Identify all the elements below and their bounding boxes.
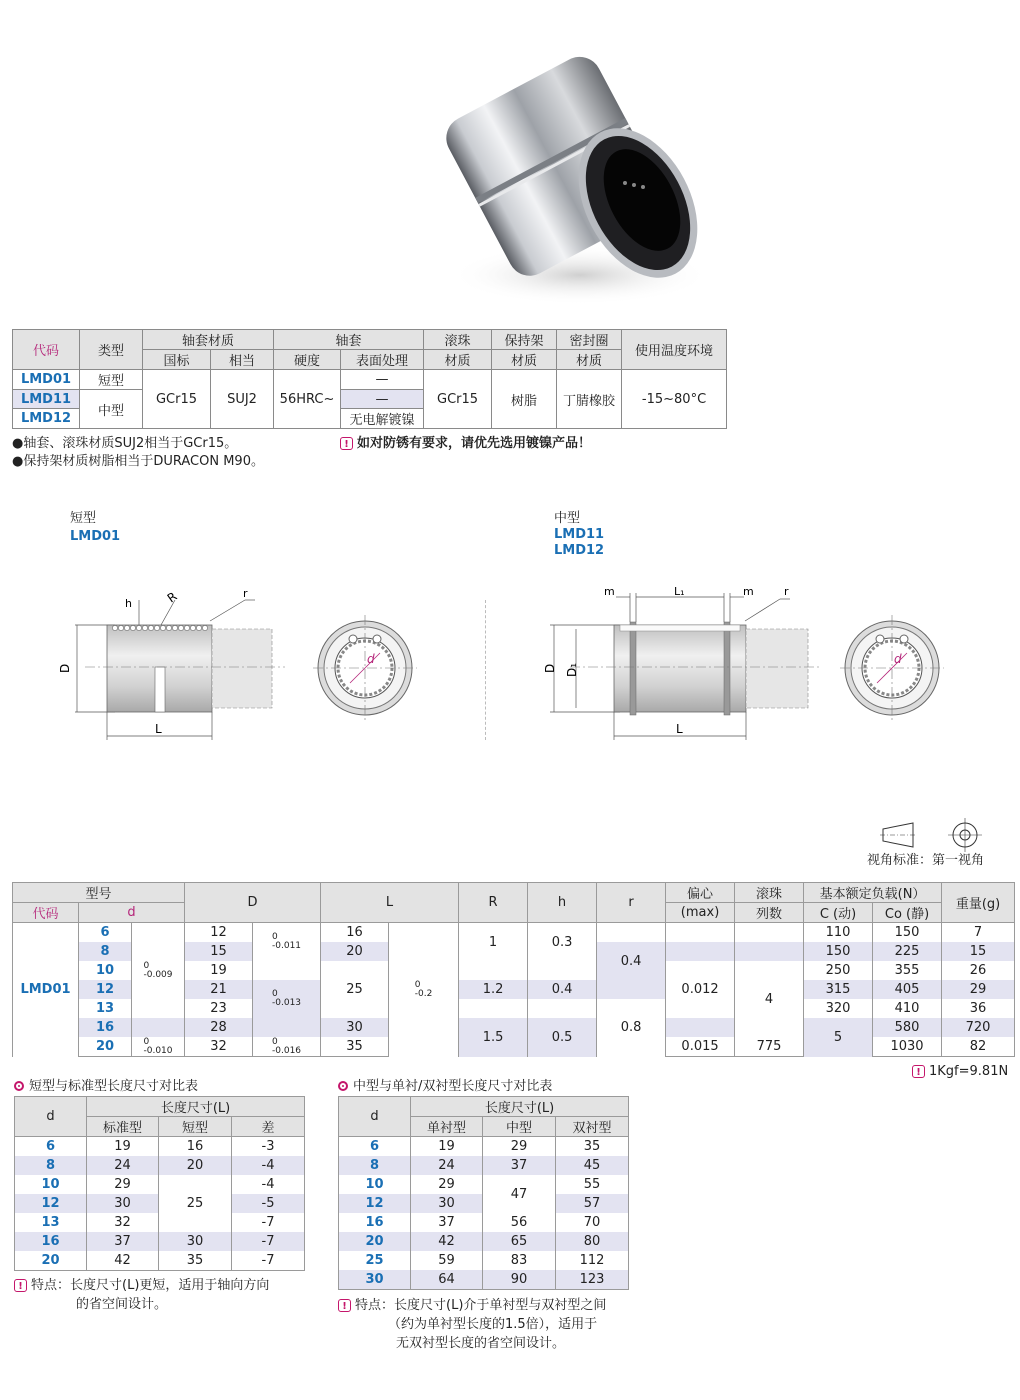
mid-type-drawing: [540, 585, 960, 745]
R-cell: [459, 961, 528, 980]
single-cell: 37: [411, 1213, 483, 1232]
type-cell: 中型: [80, 390, 143, 429]
header-ecc: 偏心: [666, 883, 735, 903]
info-icon: !: [912, 1065, 925, 1078]
L1-label: L₁: [674, 585, 685, 598]
R-cell: 1.2: [459, 980, 528, 999]
info-icon: !: [338, 1299, 351, 1312]
r-label: r: [784, 585, 789, 598]
cmp-mid-note-3: 无双衬型长度的省空间设计。: [396, 1336, 566, 1351]
c-cell: 110: [804, 923, 873, 943]
d-cell: 10: [339, 1175, 411, 1194]
h-cell: 0.5: [528, 1018, 597, 1057]
r-cell: [597, 923, 666, 943]
national-cell: GCr15: [143, 370, 211, 429]
cmp-mid-table: [338, 1096, 629, 1290]
d-cell: 8: [339, 1156, 411, 1175]
header-national: 国标: [143, 350, 211, 370]
header-rows: 滚珠: [735, 883, 804, 903]
code-cell: LMD01: [13, 923, 79, 1057]
header-L: L: [321, 883, 459, 923]
short-cell: 16: [159, 1137, 232, 1157]
ecc-cell: [666, 1018, 735, 1037]
code-cell: LMD11: [13, 390, 80, 409]
code-cell: LMD01: [13, 370, 80, 390]
cmp-short-title: 短型与标准型长度尺寸对比表: [14, 1075, 198, 1094]
single-cell: 64: [411, 1270, 483, 1290]
weight-cell: 26: [942, 961, 1015, 980]
L-label: L: [155, 722, 162, 736]
double-cell: 55: [556, 1175, 629, 1194]
header-type: 类型: [80, 330, 143, 370]
std-cell: 19: [87, 1137, 159, 1157]
short-type-drawing: [55, 585, 425, 745]
c-cell: 315: [804, 980, 873, 999]
D-tol-cell: 0 -0.011: [253, 923, 321, 962]
section-marker-icon: [14, 1081, 24, 1091]
ecc-cell: [666, 923, 735, 943]
cmp-short-note: ! 特点：长度尺寸(L)更短，适用于轴向方向: [14, 1277, 269, 1295]
d-cell: 20: [339, 1232, 411, 1251]
L-cell: 16: [321, 923, 389, 943]
header-rows-sub: 列数: [735, 903, 804, 923]
D-cell: 23: [185, 999, 253, 1018]
single-cell: 30: [411, 1194, 483, 1213]
c-cell: 580: [873, 1018, 942, 1037]
header-length: 长度尺寸(L): [411, 1097, 629, 1117]
D-tol-cell: [253, 1018, 321, 1037]
header-mid: 中型: [483, 1117, 556, 1137]
cmp-short-table: [14, 1096, 305, 1271]
h-cell: 0.3: [528, 923, 597, 962]
d-cell: 16: [15, 1232, 87, 1251]
header-length: 长度尺寸(L): [87, 1097, 305, 1117]
diff-cell: -4: [232, 1156, 305, 1175]
std-cell: 32: [87, 1213, 159, 1232]
warning-note: [340, 435, 591, 453]
mid-cell: 83: [483, 1251, 556, 1270]
ball-cell: GCr15: [424, 370, 492, 429]
D-cell: 15: [185, 942, 253, 961]
D1-label: D₁: [565, 662, 579, 677]
h-cell: [528, 999, 597, 1018]
short-cell: 20: [159, 1156, 232, 1175]
double-cell: 123: [556, 1270, 629, 1290]
co-cell: 720: [942, 1018, 1015, 1037]
weight-cell: 29: [942, 980, 1015, 999]
d-cell: 13: [79, 999, 132, 1018]
c-cell: 775: [735, 1037, 804, 1057]
co-cell: 355: [873, 961, 942, 980]
header-model: 型号: [13, 883, 185, 903]
header-ecc-sub: (max): [666, 903, 735, 923]
std-cell: 42: [87, 1251, 159, 1271]
co-cell: 410: [873, 999, 942, 1018]
material-table: [12, 329, 727, 429]
c-cell: 250: [804, 961, 873, 980]
single-cell: 59: [411, 1251, 483, 1270]
D-cell: 28: [185, 1018, 253, 1037]
header-temp: 使用温度环境: [622, 330, 727, 370]
header-d: d: [15, 1097, 87, 1137]
d-cell: 6: [15, 1137, 87, 1157]
header-hardness: 硬度: [274, 350, 341, 370]
c-cell: 320: [804, 999, 873, 1018]
mid-cell: 65: [483, 1232, 556, 1251]
type-cell: 短型: [80, 370, 143, 390]
double-cell: 70: [556, 1213, 629, 1232]
rows-cell: 5: [804, 1018, 873, 1057]
mid-cell: 29: [483, 1137, 556, 1157]
double-cell: 112: [556, 1251, 629, 1270]
L-cell: 30: [321, 1018, 389, 1037]
weight-cell: 82: [942, 1037, 1015, 1057]
h-cell: 0.4: [528, 980, 597, 999]
drawing-divider: [485, 600, 486, 740]
surface-cell: —: [341, 390, 424, 409]
equivalent-cell: SUJ2: [211, 370, 274, 429]
std-cell: 29: [87, 1175, 159, 1194]
diff-cell: -4: [232, 1175, 305, 1194]
d-cell: 16: [79, 1018, 132, 1037]
mid-cell: 47: [483, 1175, 556, 1213]
d-cell: 10: [15, 1175, 87, 1194]
warning-text: 如对防锈有要求，请优先选用镀镍产品！: [357, 436, 592, 451]
d-cell: 25: [339, 1251, 411, 1270]
info-icon: !: [14, 1279, 27, 1292]
first-angle-projection-icon: [880, 818, 985, 852]
ecc-cell: 0.012: [666, 961, 735, 1018]
L-label: L: [676, 722, 683, 736]
view-standard-label: 视角标准：第一视角: [867, 853, 985, 868]
std-cell: 24: [87, 1156, 159, 1175]
d-cell: 6: [79, 923, 132, 943]
r-cell: [597, 980, 666, 999]
r-cell: 0.4: [597, 942, 666, 980]
header-std: 标准型: [87, 1117, 159, 1137]
d-cell: 10: [79, 961, 132, 980]
d-tol-cell: [132, 1018, 185, 1037]
d-cell: 30: [339, 1270, 411, 1290]
L-cell: 35: [321, 1037, 389, 1057]
co-cell: 150: [873, 923, 942, 943]
header-ball: 滚珠: [424, 330, 492, 350]
note-2: ●保持架材质树脂相当于DURACON M90。: [12, 454, 264, 469]
cmp-mid-title: 中型与单衬/双衬型长度尺寸对比表: [338, 1075, 552, 1094]
mid-title: 中型: [554, 511, 581, 526]
mid-cell: 90: [483, 1270, 556, 1290]
D-label: D: [58, 663, 72, 673]
ecc-cell: 0.015: [666, 1037, 735, 1057]
header-load: 基本额定负载(N）: [804, 883, 942, 903]
d-cell: 12: [339, 1194, 411, 1213]
double-cell: 45: [556, 1156, 629, 1175]
header-D: D: [185, 883, 321, 923]
d-cell: 6: [339, 1137, 411, 1157]
header-R: R: [459, 883, 528, 923]
single-cell: 42: [411, 1232, 483, 1251]
header-code: 代码: [13, 330, 80, 370]
D-tol-cell: 0 -0.013: [253, 980, 321, 1018]
header-double: 双衬型: [556, 1117, 629, 1137]
D-cell: 21: [185, 980, 253, 999]
co-cell: 225: [873, 942, 942, 961]
D-cell: 32: [185, 1037, 253, 1057]
R-cell: [459, 999, 528, 1018]
d-tol-cell: 0 -0.009: [132, 923, 185, 1019]
c-cell: 150: [804, 942, 873, 961]
D-tol-cell: 0 -0.016: [253, 1037, 321, 1057]
warning-icon: !: [340, 437, 353, 450]
header-surface: 表面处理: [341, 350, 424, 370]
d-label: d: [367, 652, 375, 666]
r-cell: 0.8: [597, 999, 666, 1057]
d-cell: 8: [15, 1156, 87, 1175]
d-label: d: [894, 652, 902, 666]
header-retainer: 保持架: [492, 330, 557, 350]
R-cell: 1: [459, 923, 528, 962]
code-cell: LMD12: [13, 409, 80, 429]
header-diff: 差: [232, 1117, 305, 1137]
d-cell: 16: [339, 1213, 411, 1232]
short-cell: 30: [159, 1232, 232, 1251]
weight-cell: 36: [942, 999, 1015, 1018]
header-c-dyn: C (动): [804, 903, 873, 923]
cmp-mid-note: ! 特点：长度尺寸(L)介于单衬型与双衬型之间: [338, 1297, 606, 1315]
double-cell: 80: [556, 1232, 629, 1251]
single-cell: 19: [411, 1137, 483, 1157]
D-label: D: [543, 663, 557, 673]
header-code: 代码: [13, 903, 79, 923]
d-cell: 12: [15, 1194, 87, 1213]
diff-cell: -7: [232, 1251, 305, 1271]
m-label: m: [743, 585, 754, 598]
header-sleeve-material: 轴套材质: [143, 330, 274, 350]
diff-cell: -7: [232, 1232, 305, 1251]
surface-cell: 无电解镀镍: [341, 409, 424, 429]
d-cell: 20: [79, 1037, 132, 1057]
cmp-mid-note-2: （约为单衬型长度的1.5倍），适用于: [388, 1317, 598, 1332]
r-label: r: [243, 587, 248, 600]
dimension-table: [12, 882, 1015, 1057]
header-d: d: [79, 903, 185, 923]
mid-code-1: LMD11: [554, 527, 605, 542]
header-seal-material: 材质: [557, 350, 622, 370]
header-co-static: Co (静): [873, 903, 942, 923]
diff-cell: -7: [232, 1213, 305, 1232]
std-cell: 30: [87, 1194, 159, 1213]
header-short: 短型: [159, 1117, 232, 1137]
retainer-cell: 树脂: [492, 370, 557, 429]
ecc-cell: [666, 942, 735, 961]
double-cell: 35: [556, 1137, 629, 1157]
L-cell: 20: [321, 942, 389, 961]
rows-cell: [735, 923, 804, 943]
h-label: h: [125, 597, 132, 610]
D-cell: 12: [185, 923, 253, 943]
double-cell: 57: [556, 1194, 629, 1213]
rows-cell: [735, 942, 804, 961]
co-cell: 1030: [873, 1037, 942, 1057]
header-ball-material: 材质: [424, 350, 492, 370]
header-equivalent: 相当: [211, 350, 274, 370]
L-cell: 25: [321, 961, 389, 1018]
temp-cell: -15~80°C: [622, 370, 727, 429]
R-cell: 1.5: [459, 1018, 528, 1057]
header-d: d: [339, 1097, 411, 1137]
short-title: 短型: [70, 511, 97, 526]
short-code: LMD01: [70, 529, 121, 544]
d-cell: 8: [79, 942, 132, 961]
short-cell: 25: [159, 1175, 232, 1232]
rows-cell: 4: [735, 961, 804, 1037]
note-1: ●轴套、滚珠材质SUJ2相当于GCr15。: [12, 436, 238, 451]
d-tol-cell: 0 -0.010: [132, 1037, 185, 1057]
D-tol-cell: [253, 961, 321, 980]
mid-cell: 56: [483, 1213, 556, 1232]
d-cell: 13: [15, 1213, 87, 1232]
header-weight: 重量(g): [942, 883, 1015, 923]
surface-cell: —: [341, 370, 424, 390]
short-cell: 35: [159, 1251, 232, 1271]
seal-cell: 丁腈橡胶: [557, 370, 622, 429]
single-cell: 24: [411, 1156, 483, 1175]
product-photo: [420, 35, 710, 315]
header-single: 单衬型: [411, 1117, 483, 1137]
header-r: r: [597, 883, 666, 923]
hardness-cell: 56HRC~: [274, 370, 341, 429]
D-cell: 19: [185, 961, 253, 980]
header-sleeve: 轴套: [274, 330, 424, 350]
diff-cell: -3: [232, 1137, 305, 1157]
weight-cell: 15: [942, 942, 1015, 961]
R-label: R: [164, 589, 180, 606]
std-cell: 37: [87, 1232, 159, 1251]
L-tol-cell: 0 -0.2: [389, 923, 459, 1057]
m-label: m: [604, 585, 615, 598]
single-cell: 29: [411, 1175, 483, 1194]
weight-cell: 7: [942, 923, 1015, 943]
header-seal: 密封圈: [557, 330, 622, 350]
cmp-short-note-2: 的省空间设计。: [76, 1297, 168, 1312]
d-cell: 20: [15, 1251, 87, 1271]
mid-cell: 37: [483, 1156, 556, 1175]
section-marker-icon: [338, 1081, 348, 1091]
header-h: h: [528, 883, 597, 923]
mid-code-2: LMD12: [554, 543, 605, 558]
header-retainer-material: 材质: [492, 350, 557, 370]
unit-footnote: ! 1Kgf=9.81N: [912, 1063, 1008, 1081]
diff-cell: -5: [232, 1194, 305, 1213]
d-cell: 12: [79, 980, 132, 999]
co-cell: 405: [873, 980, 942, 999]
h-cell: [528, 961, 597, 980]
